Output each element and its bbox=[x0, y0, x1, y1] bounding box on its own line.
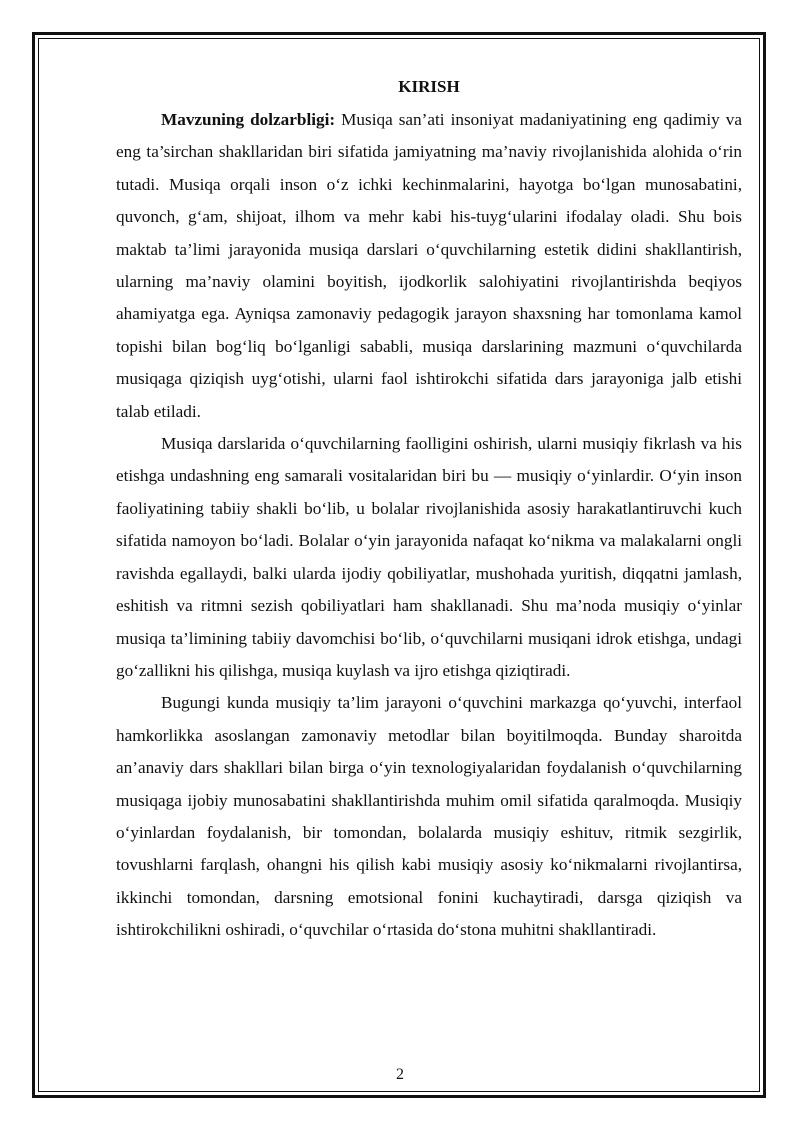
paragraph-1 bbox=[116, 104, 742, 428]
section-title: KIRISH bbox=[398, 77, 460, 96]
page-number: 2 bbox=[396, 1066, 404, 1083]
paragraph-2: Musiqa darslarida o‘quvchilarning faolligini oshirish, ularni musiqiy fikrlash va his etishga undashning eng samarali vositalaridan biri bu — musiqiy o‘yinlardir. O‘yin inson faoliyatining tabiiy shakli bo‘lib, u bolalar rivojlanishida asosiy harakatlantiruvchi kuch sifatida namoyon bo‘ladi. Bolalar o‘yin jarayonida nafaqat ko‘nikma va malakalarni ongli ravishda egallaydi, balki ularda ijodiy qobiliyatlar, mushohada yuritish, diqqatni jamlash, eshitish va ritmni sezish qobiliyatlari ham shakllanadi. Shu ma’noda musiqiy o‘yinlar musiqa ta’limining tabiiy davomchisi bo‘lib, o‘quvchilarni musiqani idrok etishga, undagi go‘zallikni his qilishga, musiqa kuylash va ijro etishga qiziqtiradi. bbox=[116, 434, 742, 680]
paragraph-3: Bugungi kunda musiqiy ta’lim jarayoni o‘quvchini markazga qo‘yuvchi, interfaol hamkorlikka asoslangan zamonaviy metodlar bilan boyitilmoqda. Bunday sharoitda an’anaviy dars shakllari bilan birga o‘yin texnologiyalaridan foydalanish o‘quvchilarning musiqaga ijobiy munosabatini shakllantirishda muhim omil sifatida qaralmoqda. Musiqiy o‘yinlardan foydalanish, bir tomondan, bolalarda musiqiy eshituv, ritmik sezgirlik, tovushlarni farqlash, ohangni his qilish kabi musiqiy asosiy ko‘nikmalarni rivojlantirsa, ikkinchi tomondan, darsning emotsional fonini kuchaytiradi, darsga qiziqish va ishtirokchilikni oshiradi, o‘quvchilar o‘rtasida do‘stona muhitni shakllantiradi. bbox=[116, 693, 742, 940]
page-content bbox=[116, 76, 742, 947]
paragraph-text: Musiqa san’ati insoniyat madaniyatining eng qadimiy va eng ta’sirchan shakllaridan biri sifatida jamiyatning ma’naviy rivojlanishida alohida o‘rin tutadi. Musiqa orqali inson o‘z ichki kechinmalarini, hayotga bo‘lgan munosabatini, quvonch, g‘am, shijoat, ilhom va mehr kabi his-tuyg‘ularini ifodalay oladi. Shu bois maktab ta’limi jarayonida musiqa darslari o‘quvchilarning estetik didini shakllantirish, ularning ma’naviy olamini boyitish, ijodkorlik salohiyatini rivojlantirishda beqiyos ahamiyatga ega. Ayniqsa zamonaviy pedagogik jarayon shaxsning har tomonlama kamol topishi bilan bog‘liq bo‘lganligi sababli, musiqa darslarining mazmuni o‘quvchilarda musiqaga qiziqish uyg‘otishi, ularni faol ishtirokchi sifatida dars jarayoniga jalb etishi talab etiladi. bbox=[116, 110, 742, 421]
paragraph-lead: Mavzuning dolzarbligi: bbox=[161, 110, 336, 129]
